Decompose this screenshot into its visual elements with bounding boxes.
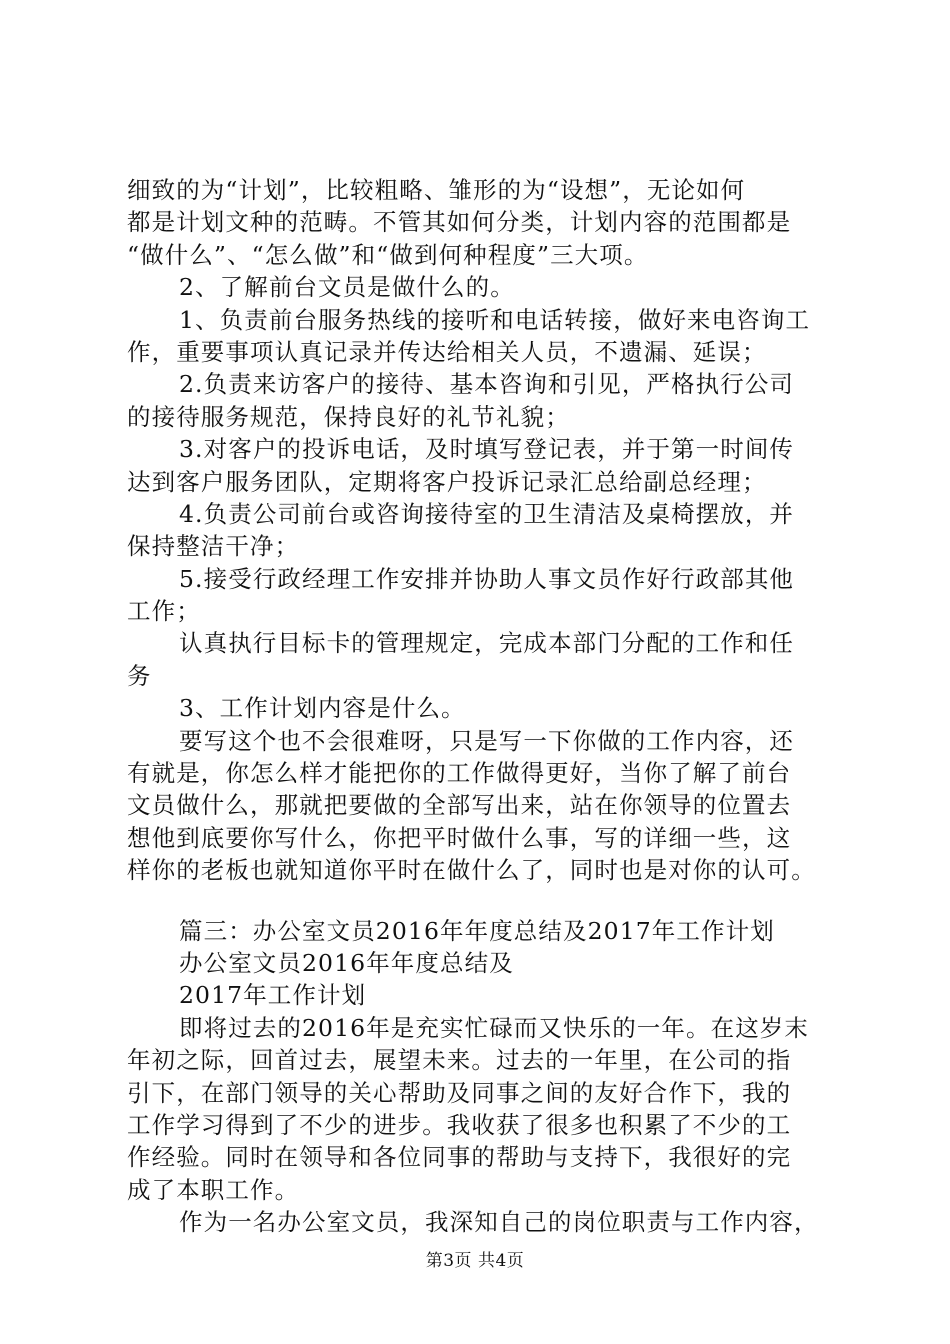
text-line: 样你的老板也就知道你平时在做什么了，同时也是对你的认可。 xyxy=(127,856,816,885)
text-line: 5.接受行政经理工作安排并协助人事文员作好行政部其他 xyxy=(179,564,795,593)
text-line: 想他到底要你写什么，你把平时做什么事，写的详细一些，这 xyxy=(127,823,792,852)
section-gap xyxy=(127,887,837,915)
text-line: 办公室文员2016年年度总结及 xyxy=(179,948,514,977)
text-line: 篇三：办公室文员2016年年度总结及2017年工作计划 xyxy=(179,916,775,945)
text-line: 要写这个也不会很难呀，只是写一下你做的工作内容，还 xyxy=(179,726,794,755)
text-line: 认真执行目标卡的管理规定，完成本部门分配的工作和任 xyxy=(179,629,794,658)
text-line: 文员做什么，那就把要做的全部写出来，站在你领导的位置去 xyxy=(127,791,792,820)
text-line: 2017年工作计划 xyxy=(179,981,367,1010)
text-line: 3.对客户的投诉电话，及时填写登记表，并于第一时间传 xyxy=(179,435,795,464)
text-line: “做什么”、“怎么做”和“做到何种程度”三大项。 xyxy=(127,240,649,269)
text-line: 即将过去的2016年是充实忙碌而又快乐的一年。在这岁末 xyxy=(179,1013,810,1042)
text-line: 达到客户服务团队，定期将客户投诉记录汇总给副总经理； xyxy=(127,467,767,496)
text-line: 细致的为“计划”，比较粗略、雏形的为“设想”，无论如何 xyxy=(127,176,746,204)
text-line: 作经验。同时在领导和各位同事的帮助与支持下，我很好的完 xyxy=(127,1143,792,1172)
text-line: 工作； xyxy=(127,597,201,626)
page-footer: 第3页 共4页 xyxy=(425,1251,525,1271)
text-line: 引下，在部门领导的关心帮助及同事之间的友好合作下，我的 xyxy=(127,1078,792,1107)
text-line: 保持整洁干净； xyxy=(127,532,300,561)
text-line: 4.负责公司前台或咨询接待室的卫生清洁及桌椅摆放，并 xyxy=(179,499,795,528)
text-line: 成了本职工作。 xyxy=(127,1175,300,1204)
text-line: 2、了解前台文员是做什么的。 xyxy=(179,273,515,302)
text-line: 作，重要事项认真记录并传达给相关人员，不遗漏、延误； xyxy=(127,337,767,366)
text-line: 3、工作计划内容是什么。 xyxy=(179,694,466,723)
text-line: 有就是，你怎么样才能把你的工作做得更好，当你了解了前台 xyxy=(127,759,792,788)
text-line: 的接待服务规范，保持良好的礼节礼貌； xyxy=(127,402,570,431)
text-line: 2.负责来访客户的接待、基本咨询和引见，严格执行公司 xyxy=(179,370,795,399)
text-line: 1、负责前台服务热线的接听和电话转接，做好来电咨询工 xyxy=(179,305,811,334)
text-line: 作为一名办公室文员，我深知自己的岗位职责与工作内容， xyxy=(179,1208,819,1237)
document-body xyxy=(127,174,837,1239)
text-line: 务 xyxy=(127,661,152,690)
text-line: 年初之际，回首过去，展望未来。过去的一年里，在公司的指 xyxy=(127,1046,792,1075)
text-line: 都是计划文种的范畴。不管其如何分类，计划内容的范围都是 xyxy=(127,208,792,237)
text-line: 工作学习得到了不少的进步。我收获了很多也积累了不少的工 xyxy=(127,1110,792,1139)
